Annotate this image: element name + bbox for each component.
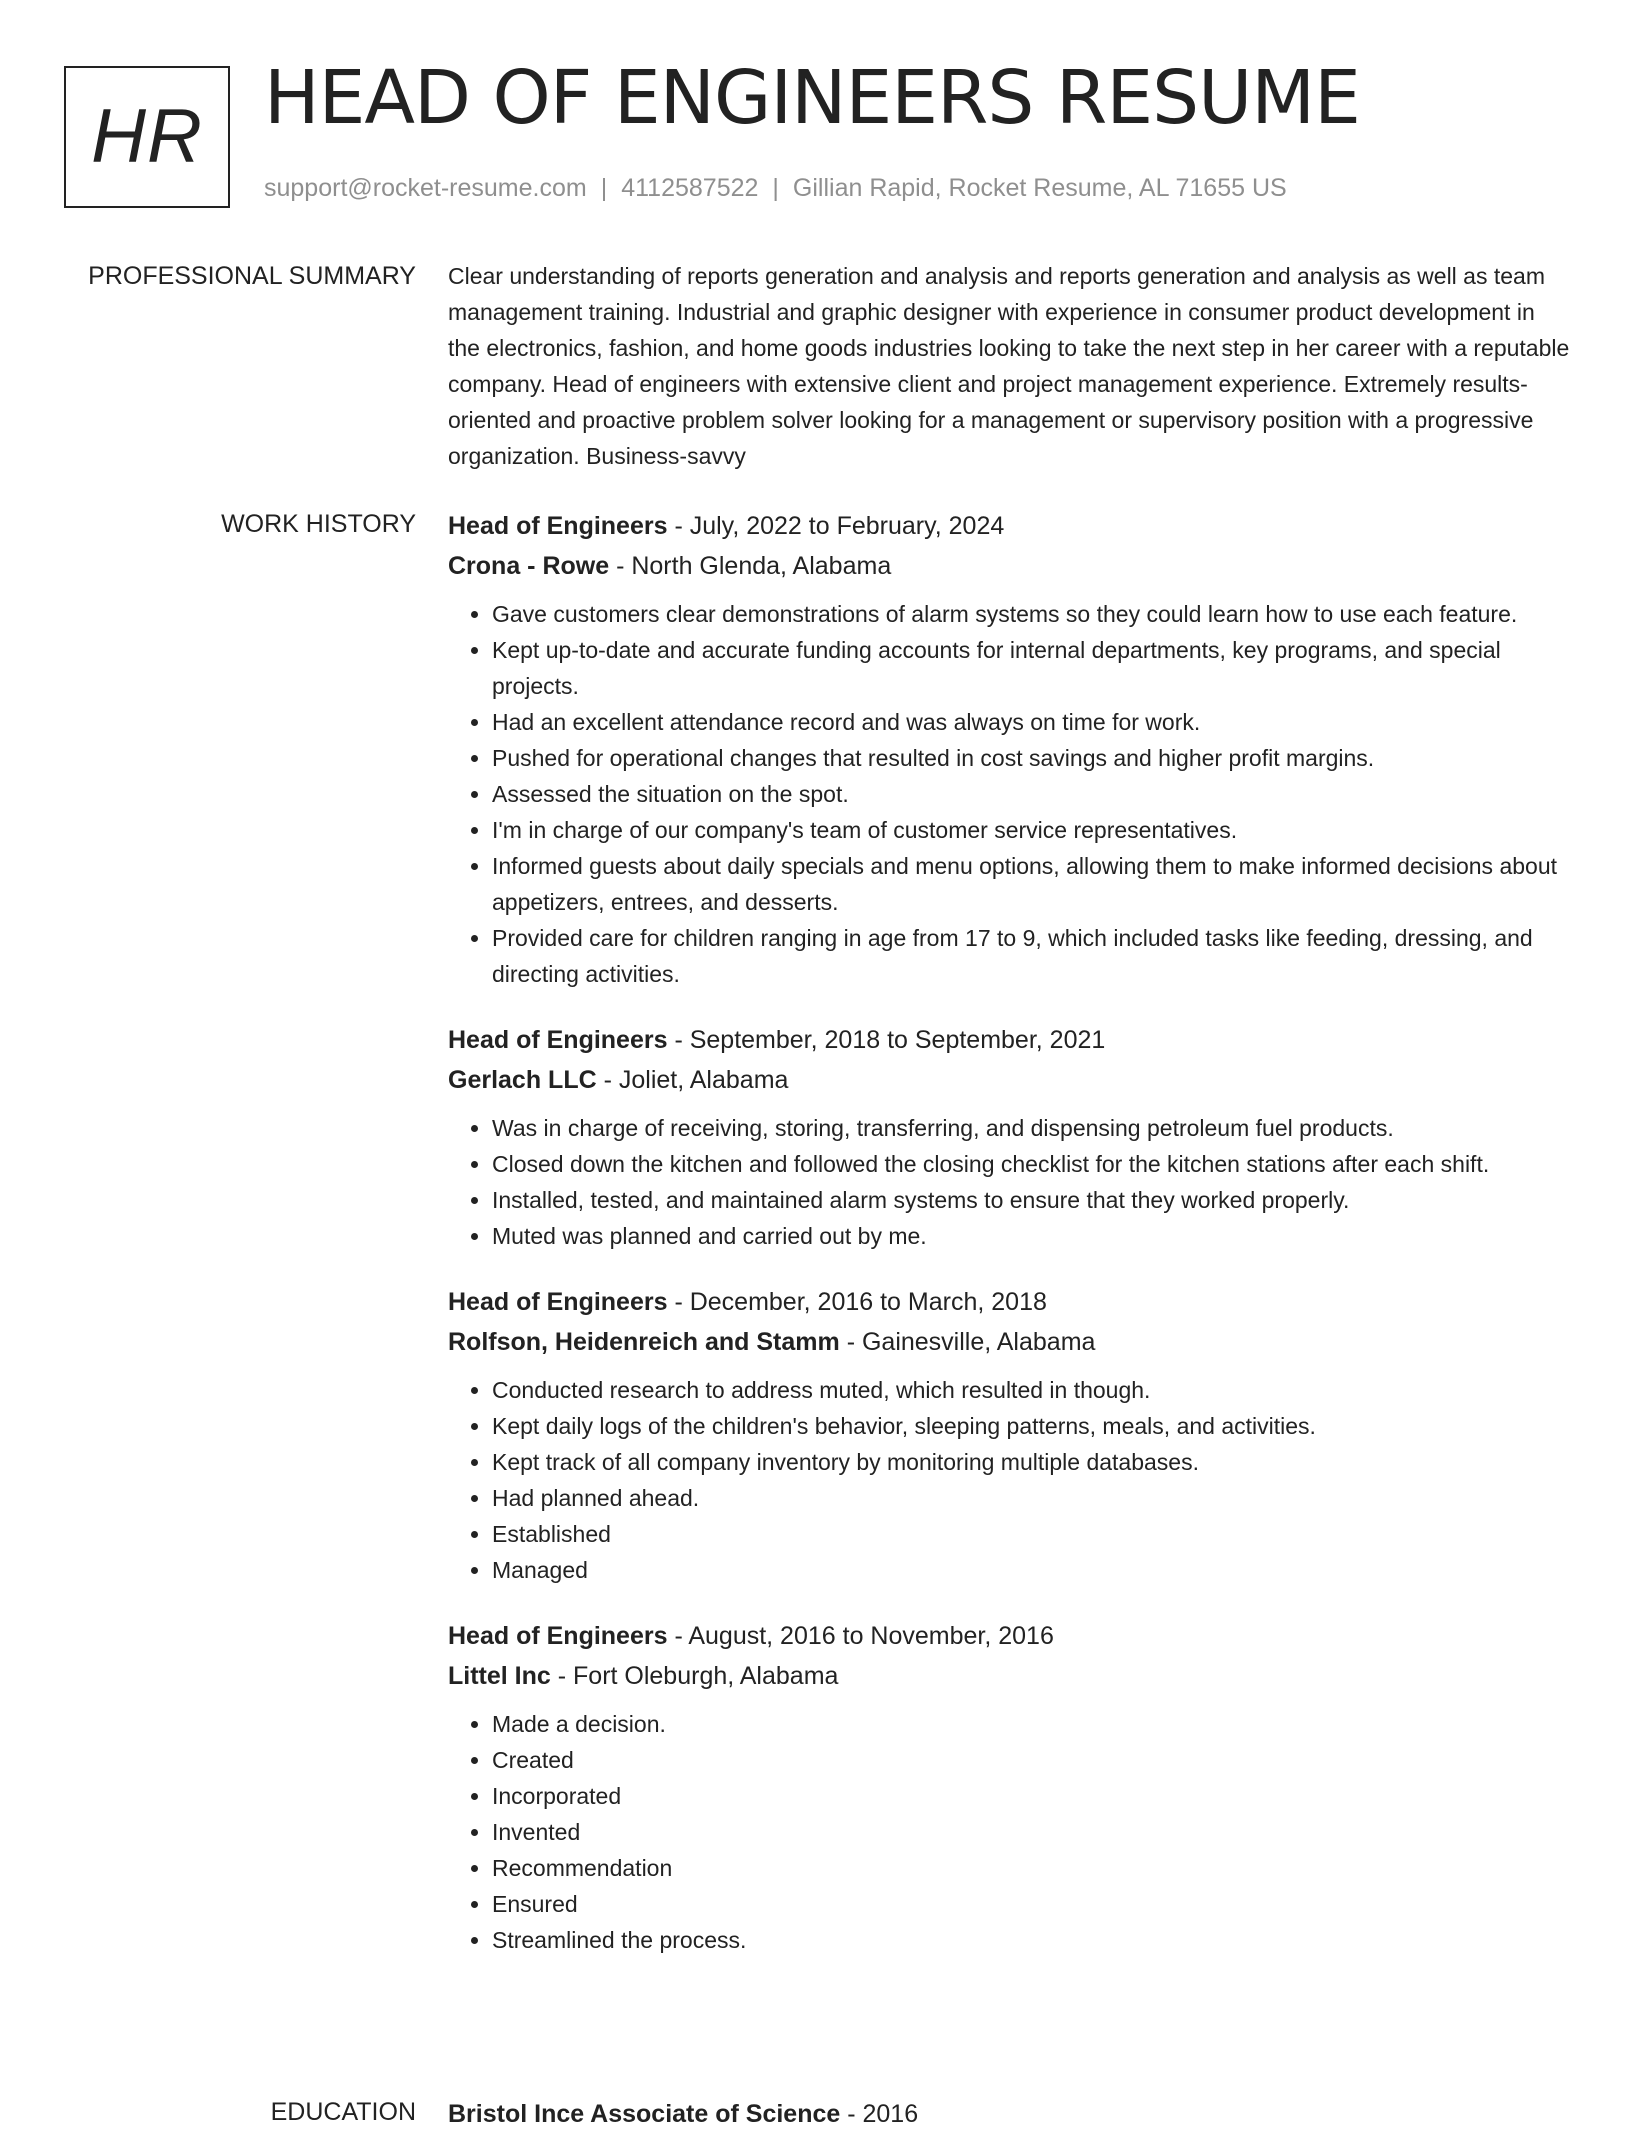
- job-bullet: • Kept track of all company inventory by monitoring multiple databases.: [492, 1444, 1570, 1480]
- job-bullet: • Managed: [492, 1552, 1570, 1588]
- job-entry: [448, 1020, 1570, 1254]
- contact-separator: |: [600, 174, 608, 202]
- job-title-line: [448, 1020, 1570, 1060]
- job-dates: - July, 2022 to February, 2024: [667, 512, 1005, 540]
- job-bullet: • Made a decision.: [492, 1706, 1570, 1742]
- job-title: Head of Engineers: [448, 1026, 668, 1054]
- job-bullet: • Ensured: [492, 1886, 1570, 1922]
- education-year: - 2016: [840, 2100, 919, 2128]
- job-bullet: • Closed down the kitchen and followed the closing checklist for the kitchen stations after each shift.: [492, 1146, 1570, 1182]
- job-entry: [448, 506, 1570, 992]
- job-entry: [448, 1282, 1570, 1588]
- job-bullet: • I'm in charge of our company's team of customer service representatives.: [492, 812, 1570, 848]
- job-dates: - August, 2016 to November, 2016: [667, 1622, 1054, 1650]
- job-bullet-list: [448, 596, 1570, 992]
- job-title: Head of Engineers: [448, 512, 668, 540]
- job-company: Littel Inc: [448, 1662, 551, 1690]
- job-company: Rolfson, Heidenreich and Stamm: [448, 1328, 840, 1356]
- education-entry: [448, 2094, 1570, 2134]
- job-bullet: • Was in charge of receiving, storing, transferring, and dispensing petroleum fuel products.: [492, 1110, 1570, 1146]
- job-title: Head of Engineers: [448, 1288, 668, 1316]
- job-title-line: [448, 1616, 1570, 1656]
- job-bullet: • Recommendation: [492, 1850, 1570, 1886]
- job-bullet: • Invented: [492, 1814, 1570, 1850]
- job-bullet: • Pushed for operational changes that resulted in cost savings and higher profit margins.: [492, 740, 1570, 776]
- job-location: - Fort Oleburgh, Alabama: [550, 1662, 839, 1690]
- job-company-line: [448, 1656, 1570, 1696]
- education-body: [448, 2094, 1570, 2134]
- job-company-line: [448, 1060, 1570, 1100]
- contact-address: Gillian Rapid, Rocket Resume, AL 71655 US: [792, 174, 1287, 202]
- summary-text: Clear understanding of reports generation and analysis and reports generation and analysis as well as team management training. Industrial and graphic designer with experience in consumer product development in the electronics, fashion, and home goods industries looking to take the next step in her career with a reputable company. Head of engineers with extensive client and project management experience. Extremely results-oriented and proactive problem solver looking for a management or supervisory position with a progressive organization. Business-savvy: [448, 263, 1570, 469]
- job-title-line: [448, 506, 1570, 546]
- job-location: - Joliet, Alabama: [596, 1066, 789, 1094]
- work-history-body: [448, 506, 1570, 1986]
- contact-separator: |: [772, 174, 779, 202]
- job-dates: - December, 2016 to March, 2018: [667, 1288, 1047, 1316]
- contact-line: [264, 174, 1287, 203]
- job-bullet: • Muted was planned and carried out by me.: [492, 1218, 1570, 1254]
- monogram-badge: [64, 66, 230, 208]
- job-company-line: [448, 1322, 1570, 1362]
- monogram-initials: HR: [91, 94, 203, 179]
- job-bullet: • Installed, tested, and maintained alarm systems to ensure that they worked properly.: [492, 1182, 1570, 1218]
- job-bullet: • Established: [492, 1516, 1570, 1552]
- job-company-line: [448, 546, 1570, 586]
- job-bullet: • Gave customers clear demonstrations of alarm systems so they could learn how to use each feature.: [492, 596, 1570, 632]
- job-bullet: • Incorporated: [492, 1778, 1570, 1814]
- contact-email: support@rocket-resume.com: [264, 174, 587, 202]
- summary-label: PROFESSIONAL SUMMARY: [88, 262, 416, 290]
- job-title-line: [448, 1282, 1570, 1322]
- work-history-label: WORK HISTORY: [221, 510, 416, 538]
- job-bullet: • Had planned ahead.: [492, 1480, 1570, 1516]
- job-entry: [448, 1616, 1570, 1958]
- job-bullet: • Kept daily logs of the children's behavior, sleeping patterns, meals, and activities.: [492, 1408, 1570, 1444]
- job-bullet: • Had an excellent attendance record and was always on time for work.: [492, 704, 1570, 740]
- job-dates: - September, 2018 to September, 2021: [667, 1026, 1106, 1054]
- job-bullet-list: [448, 1706, 1570, 1958]
- contact-phone: 4112587522: [621, 174, 759, 202]
- job-company: Crona - Rowe: [448, 552, 610, 580]
- summary-body: [448, 258, 1570, 474]
- job-company: Gerlach LLC: [448, 1066, 597, 1094]
- job-bullet: • Streamlined the process.: [492, 1922, 1570, 1958]
- education-label: EDUCATION: [270, 2098, 416, 2126]
- job-bullet-list: [448, 1372, 1570, 1588]
- job-location: - North Glenda, Alabama: [609, 552, 892, 580]
- job-bullet: • Informed guests about daily specials and menu options, allowing them to make informed decisions about appetizers, entrees, and desserts.: [492, 848, 1570, 920]
- job-bullet-list: [448, 1110, 1570, 1254]
- job-title: Head of Engineers: [448, 1622, 668, 1650]
- job-bullet: • Conducted research to address muted, which resulted in though.: [492, 1372, 1570, 1408]
- job-bullet: • Assessed the situation on the spot.: [492, 776, 1570, 812]
- education-degree: Bristol Ince Associate of Science: [448, 2100, 841, 2128]
- job-bullet: • Provided care for children ranging in age from 17 to 9, which included tasks like feeding, dressing, and directing activities.: [492, 920, 1570, 992]
- resume-title: HEAD OF ENGINEERS RESUME: [264, 55, 1360, 141]
- job-bullet: • Kept up-to-date and accurate funding accounts for internal departments, key programs, and special projects.: [492, 632, 1570, 704]
- job-location: - Gainesville, Alabama: [839, 1328, 1096, 1356]
- job-bullet: • Created: [492, 1742, 1570, 1778]
